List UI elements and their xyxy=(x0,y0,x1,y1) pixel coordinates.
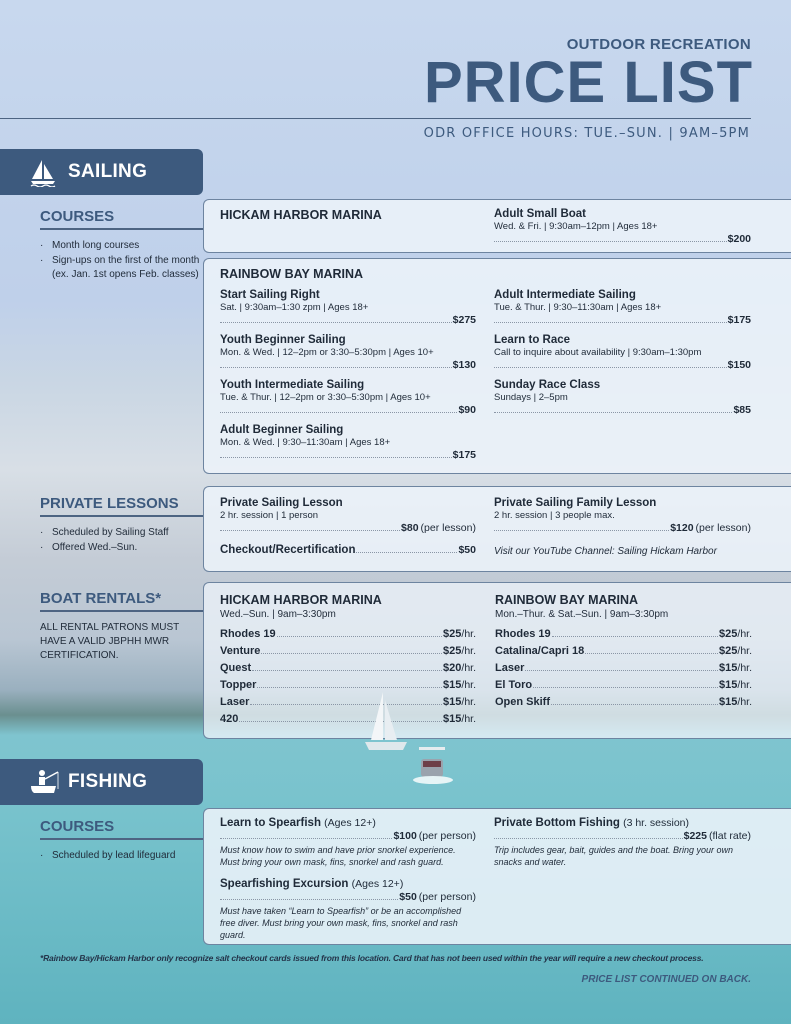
rental-row xyxy=(220,696,476,713)
fishing-item xyxy=(220,817,476,868)
boat-name: El Toro xyxy=(495,679,533,691)
course-title: Start Sailing Right xyxy=(220,289,320,301)
course-price: $175 xyxy=(452,449,476,461)
course-item xyxy=(220,424,476,461)
price-unit: /hr. xyxy=(737,696,752,708)
course-price: $200 xyxy=(727,233,751,245)
marina-hours: Mon.–Thur. & Sat.–Sun. | 9am–3:30pm xyxy=(495,609,669,620)
course-item xyxy=(494,379,751,416)
page-title: PRICE LIST xyxy=(423,50,753,115)
sidebar-heading-fishing-courses: COURSES xyxy=(40,818,203,840)
boat-name: Catalina/Capri 18 xyxy=(495,645,585,657)
boat-price: $15 xyxy=(443,696,462,708)
lesson-item xyxy=(220,497,476,534)
boat-price: $25 xyxy=(719,628,738,640)
bullet-item: · Sign-ups on the first of the month (ex. Jan. 1st opens Feb. classes) xyxy=(40,254,200,282)
boat-price: $15 xyxy=(719,696,738,708)
fishing-title: Private Bottom Fishing xyxy=(494,817,620,829)
checkout-item xyxy=(220,544,476,556)
panel-boat-rentals xyxy=(203,582,791,739)
course-title: Youth Intermediate Sailing xyxy=(220,379,365,391)
fishing-title: Spearfishing Excursion xyxy=(220,878,349,890)
course-detail: Tue. & Thur. | 9:30–11:30am | Ages 18+ xyxy=(494,302,662,313)
bullet-item: · Scheduled by Sailing Staff xyxy=(40,526,200,540)
price-unit: /hr. xyxy=(461,662,476,674)
boat-name: Topper xyxy=(220,679,257,691)
fishing-qualifier: (3 hr. session) xyxy=(623,817,690,829)
rental-row xyxy=(495,679,752,696)
course-price: $90 xyxy=(458,404,476,416)
course-item xyxy=(220,334,476,371)
fishing-note: Must know how to swim and have prior snorkel experience. Must bring your own mask, fins, snorkel and rash guard. xyxy=(220,845,456,867)
course-item xyxy=(494,289,751,326)
header-subtitle: OUTDOOR RECREATION xyxy=(566,36,751,53)
boat-price: $20 xyxy=(443,662,462,674)
sidebar-heading-boat-rentals: BOAT RENTALS* xyxy=(40,590,203,612)
marina-heading: RAINBOW BAY MARINA xyxy=(495,593,639,607)
course-price: $150 xyxy=(727,359,751,371)
boat-name: Quest xyxy=(220,662,252,674)
lesson-detail: 2 hr. session | 3 people max. xyxy=(494,510,615,521)
course-item xyxy=(494,208,751,245)
price-unit: /hr. xyxy=(461,696,476,708)
course-title: Youth Beginner Sailing xyxy=(220,334,346,346)
marina-heading: RAINBOW BAY MARINA xyxy=(220,267,364,281)
fishing-title: Learn to Spearfish xyxy=(220,817,321,829)
price-unit: (per person) xyxy=(418,891,476,903)
lesson-price: $80 xyxy=(401,522,419,534)
course-title: Adult Intermediate Sailing xyxy=(494,289,636,301)
fishing-qualifier: (Ages 12+) xyxy=(324,817,376,829)
fishing-price: $50 xyxy=(399,891,417,903)
boat-price: $15 xyxy=(443,713,462,725)
course-title: Sunday Race Class xyxy=(494,379,601,391)
bullet-item: · Month long courses xyxy=(40,239,200,253)
boat-name: Venture xyxy=(220,645,261,657)
boat-price: $15 xyxy=(443,679,462,691)
lesson-title: Private Sailing Family Lesson xyxy=(494,497,657,509)
price-unit: /hr. xyxy=(737,645,752,657)
course-item xyxy=(494,334,751,371)
fishing-item xyxy=(494,817,751,868)
fishing-price: $225 xyxy=(683,830,707,842)
price-unit: /hr. xyxy=(461,628,476,640)
panel-private-lessons xyxy=(203,486,791,572)
youtube-channel-link[interactable]: Visit our YouTube Channel: Sailing Hickam Harbor xyxy=(494,546,717,557)
price-unit: /hr. xyxy=(737,628,752,640)
fishing-note: Trip includes gear, bait, guides and the boat. Bring your own snacks and water. xyxy=(494,845,733,867)
rental-certification-note: ALL RENTAL PATRONS MUST HAVE A VALID JBPHH MWR CERTIFICATION. xyxy=(40,622,180,661)
sailboat-photo xyxy=(363,690,409,765)
header-divider xyxy=(0,118,751,119)
boat-price: $15 xyxy=(719,662,738,674)
course-detail: Mon. & Wed. | 9:30–11:30am | Ages 18+ xyxy=(220,437,391,448)
panel-hickam-courses xyxy=(203,199,791,253)
price-unit: /hr. xyxy=(461,679,476,691)
lesson-detail: 2 hr. session | 1 person xyxy=(220,510,319,521)
fisherman-icon xyxy=(30,769,56,795)
boat-price: $15 xyxy=(719,679,738,691)
course-detail: Sat. | 9:30am–1:30 zpm | Ages 18+ xyxy=(220,302,369,313)
fishing-qualifier: (Ages 12+) xyxy=(351,878,404,890)
lesson-item xyxy=(494,497,751,534)
course-title: Adult Small Boat xyxy=(494,208,587,220)
motorboat-photo xyxy=(413,745,453,790)
section-label-fishing: FISHING xyxy=(68,771,148,792)
boat-price: $25 xyxy=(443,628,462,640)
rental-row xyxy=(220,628,476,645)
continued-on-back: PRICE LIST CONTINUED ON BACK. xyxy=(581,974,751,985)
checkout-price: $50 xyxy=(458,544,476,556)
rental-row xyxy=(220,679,476,696)
boat-name: Rhodes 19 xyxy=(220,628,276,640)
panel-rainbow-courses xyxy=(203,258,791,474)
fishing-item xyxy=(220,878,476,941)
panel-fishing-courses xyxy=(203,808,791,945)
boat-price: $25 xyxy=(443,645,462,657)
price-unit: (per lesson) xyxy=(420,522,476,534)
course-title: Adult Beginner Sailing xyxy=(220,424,344,436)
course-price: $85 xyxy=(733,404,751,416)
course-detail: Mon. & Wed. | 12–2pm or 3:30–5:30pm | Ages 10+ xyxy=(220,347,434,358)
rental-row xyxy=(495,628,752,645)
course-item xyxy=(220,289,476,326)
course-price: $175 xyxy=(727,314,751,326)
price-unit: /hr. xyxy=(737,679,752,691)
price-unit: /hr. xyxy=(461,645,476,657)
sidebar-heading-courses: COURSES xyxy=(40,208,203,230)
section-label-sailing: SAILING xyxy=(68,161,148,182)
price-unit: /hr. xyxy=(737,662,752,674)
boat-name: Laser xyxy=(495,662,525,674)
boat-name: Rhodes 19 xyxy=(495,628,551,640)
course-detail: Tue. & Thur. | 12–2pm or 3:30–5:30pm | Ages 10+ xyxy=(220,392,431,403)
course-price: $130 xyxy=(452,359,476,371)
lesson-price: $120 xyxy=(670,522,694,534)
course-price: $275 xyxy=(452,314,476,326)
course-item xyxy=(220,379,476,416)
price-unit: (per lesson) xyxy=(695,522,751,534)
sidebar-heading-private-lessons: PRIVATE LESSONS xyxy=(40,495,203,517)
course-title: Learn to Race xyxy=(494,334,571,346)
courses-bullet-list xyxy=(40,239,200,283)
price-unit: (flat rate) xyxy=(708,830,751,842)
boat-name: Open Skiff xyxy=(495,696,551,708)
lesson-title: Private Sailing Lesson xyxy=(220,497,343,509)
bullet-item: · Scheduled by lead lifeguard xyxy=(40,849,200,863)
rental-footnote: *Rainbow Bay/Hickam Harbor only recognize salt checkout cards issued from this location. Card that has not been used within the year will require a new checkout process. xyxy=(40,953,704,963)
fishing-note: Must have taken “Learn to Spearfish” or be an accomplished free diver. Must bring your own mask, fins, snorkel and rash guard. xyxy=(220,906,462,940)
course-detail: Wed. & Fri. | 9:30am–12pm | Ages 18+ xyxy=(494,221,658,232)
marina-heading: HICKAM HARBOR MARINA xyxy=(220,593,382,607)
boat-price: $25 xyxy=(719,645,738,657)
checkout-title: Checkout/Recertification xyxy=(220,544,356,556)
bullet-item: · Offered Wed.–Sun. xyxy=(40,541,200,555)
fishing-price: $100 xyxy=(393,830,417,842)
section-bar-sailing xyxy=(0,149,203,195)
rental-row xyxy=(495,696,752,713)
boat-name: 420 xyxy=(220,713,239,725)
marina-heading: HICKAM HARBOR MARINA xyxy=(220,208,382,222)
boat-name: Laser xyxy=(220,696,250,708)
rental-row xyxy=(495,645,752,662)
rental-row xyxy=(495,662,752,679)
private-lessons-bullet-list xyxy=(40,526,200,556)
price-unit: (per person) xyxy=(418,830,476,842)
office-hours: ODR OFFICE HOURS: TUE.–SUN. | 9AM–5PM xyxy=(423,126,750,141)
course-detail: Call to inquire about availability | 9:30am–1:30pm xyxy=(494,347,702,358)
course-detail: Sundays | 2–5pm xyxy=(494,392,568,403)
section-bar-fishing xyxy=(0,759,203,805)
rental-row xyxy=(220,713,476,730)
marina-hours: Wed.–Sun. | 9am–3:30pm xyxy=(220,609,336,620)
fishing-bullet-list xyxy=(40,849,200,864)
rental-row xyxy=(220,662,476,679)
price-unit: /hr. xyxy=(461,713,476,725)
rental-row xyxy=(220,645,476,662)
sailboat-icon xyxy=(30,159,56,185)
